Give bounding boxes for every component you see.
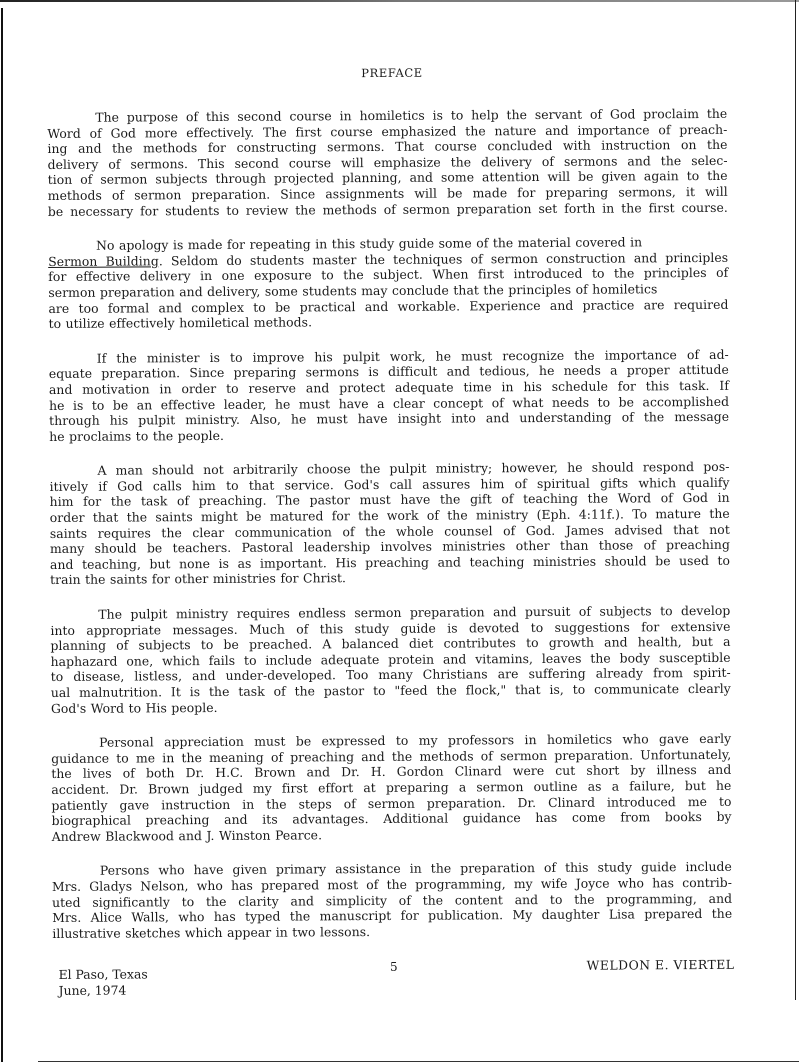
text-line: to disease, listless, and under-developed. Too many Christians are suffering already from spirit-	[50, 665, 731, 685]
text-line: haphazard one, which fails to include adequate protein and vitamins, leaves the body susceptible	[50, 649, 731, 669]
text-line: him for the task of preaching. The pastor must have the gift of teaching the Word of God in	[49, 490, 730, 510]
text-line: If the minister is to improve his pulpit work, he must recognize the importance of ad-	[96, 346, 729, 366]
document-page	[47, 64, 733, 1006]
text-line: guidance to me in the meaning of preaching and the methods of sermon preparation. Unfortunately,	[51, 746, 732, 766]
text-line: equate preparation. Since preparing sermons is difficult and tedious, he needs a proper attitude	[48, 362, 729, 382]
text-line: ual malnutrition. It is the task of the pastor to "feed the flock," that is, to communicate clearly	[50, 680, 731, 700]
text-line: ing and the methods for constructing sermons. That course concluded with instruction on the	[47, 137, 728, 157]
author-signature: WELDON E. VIERTEL	[586, 957, 735, 974]
text-line: delivery of sermons. This second course will emphasize the delivery of sermons and the selec-	[47, 152, 728, 172]
paragraph-appreciation	[51, 731, 732, 844]
text-line: to utilize effectively homiletical methods.	[48, 314, 313, 332]
text-fragment: . Seldom do students master the techniques of sermon construction and principles	[158, 249, 729, 269]
scan-edge-top	[0, 0, 799, 2]
text-line: he is to be an effective leader, he must have a clear concept of what needs to be accomplished	[49, 393, 730, 413]
text-line: accident. Dr. Brown judged my first effort at preparing a sermon outline as a failure, but he	[51, 777, 732, 797]
page-number: 5	[390, 960, 398, 974]
text-line: The pulpit ministry requires endless sermon preparation and pursuit of subjects to develop	[98, 602, 731, 622]
text-line: and teaching, but none is as important. His preaching and teaching ministries should be used to	[49, 552, 731, 572]
text-line: illustrative sketches which appear in two lessons.	[52, 923, 371, 941]
scan-edge-left	[1, 8, 3, 1062]
text-line: saints requires the clear communication of the whole counsel of God. James advised that not	[49, 521, 730, 541]
paragraph-calling	[49, 459, 730, 588]
closing-place: El Paso, Texas	[58, 966, 148, 983]
text-line: many should be teachers. Pastoral leadership involves ministries other than those of preaching	[49, 537, 730, 557]
text-line: he proclaims to the people.	[49, 427, 225, 444]
text-line: sermon preparation and delivery, some students may conclude that the principles of homiletics	[48, 281, 658, 300]
text-line: Mrs. Alice Walls, who has typed the manuscript for publication. My daughter Lisa prepared the	[52, 905, 733, 926]
text-line: Word of God more effectively. The first course emphasized the nature and importance of preach-	[47, 121, 728, 141]
text-line: A man should not arbitrarily choose the pulpit ministry; however, he should respond pos-	[97, 459, 730, 478]
book-title-sermon-building: Sermon Building	[48, 253, 159, 269]
text-line: tion of sermon subjects through projected planning, and some attention will be given again to the	[47, 168, 728, 188]
paragraph-acknowledgments	[52, 859, 732, 941]
text-line: into appropriate messages. Much of this study guide is devoted to suggestions for extensive	[50, 618, 731, 638]
text-line: Mrs. Gladys Nelson, who has prepared most of the programming, my wife Joyce who has contrib-	[51, 874, 733, 894]
paragraph-minister	[49, 347, 730, 445]
paragraph-apology	[48, 234, 729, 332]
text-line: methods of sermon preparation. Since assignments will be made for preparing sermons, it will	[47, 183, 728, 203]
text-line: No apology is made for repeating in this study guide some of the material covered in	[96, 234, 643, 253]
text-line: The purpose of this second course in homiletics is to help the servant of God proclaim the	[95, 105, 728, 125]
text-line: for effective delivery in one exposure to the subject. When first introduced to the principles of	[48, 265, 729, 285]
paragraph-pulpit-ministry	[50, 603, 731, 716]
text-line: be necessary for students to review the methods of sermon preparation set forth in the first course.	[47, 199, 728, 219]
text-line: order that the saints might be matured for the work of the ministry (Eph. 4:11f.). To mature the	[49, 505, 730, 526]
text-line: God's Word to His people.	[50, 699, 218, 716]
text-line: uted significantly to the clarity and simplicity of the content and to the programming, and	[52, 890, 733, 910]
text-line: the lives of both Dr. H.C. Brown and Dr. H. Gordon Clinard were cut short by illness and	[51, 762, 732, 782]
text-line: patiently gave instruction in the steps of sermon preparation. Dr. Clinard introduced me to	[51, 793, 732, 813]
text-line: itively if God calls him to that service. God's call assures him of spiritual gifts which qualify	[49, 474, 730, 494]
text-line: are too formal and complex to be practical and workable. Experience and practice are required	[48, 296, 729, 316]
text-line: biographical preaching and its advantages. Additional guidance has come from books by	[51, 808, 732, 829]
scan-edge-right	[795, 0, 796, 1000]
text-line: Personal appreciation must be expressed to my professors in homiletics who gave early	[99, 731, 732, 750]
paragraph-purpose	[47, 106, 728, 219]
text-line: train the saints for other ministries for Christ.	[50, 570, 347, 588]
closing-date: June, 1974	[58, 982, 127, 999]
text-line: planning of subjects to be preached. A balanced diet contributes to growth and health, but a	[50, 634, 731, 654]
text-line: Andrew Blackwood and J. Winston Pearce.	[51, 827, 323, 844]
page-title: PREFACE	[361, 65, 423, 81]
text-line: and motivation in order to reserve and protect adequate time in his schedule for this task. If	[48, 377, 729, 397]
text-line: through his pulpit ministry. Also, he must have insight into and understanding of the message	[49, 408, 730, 429]
text-line: Persons who have given primary assistance in the preparation of this study guide include	[99, 859, 732, 879]
